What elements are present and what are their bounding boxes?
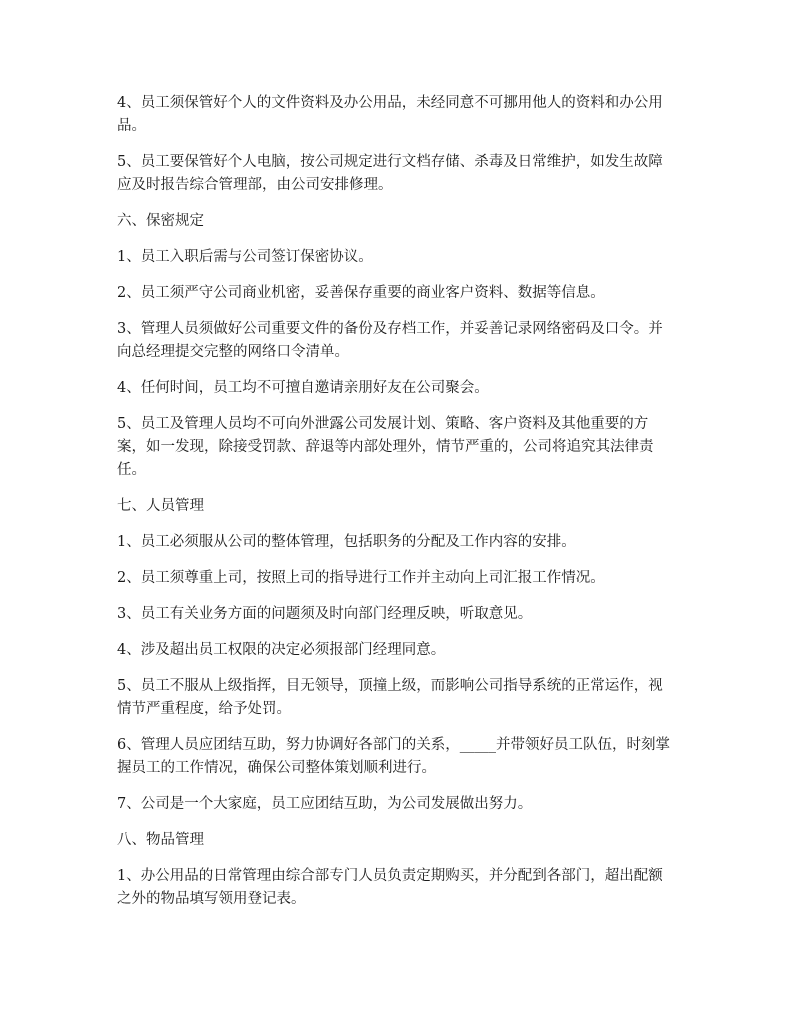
- paragraph: 1、办公用品的日常管理由综合部专门人员负责定期购买，并分配到各部门，超出配额之外的物品填写领用登记表。: [117, 868, 663, 907]
- paragraph: 4、任何时间，员工均不可擅自邀请亲朋好友在公司聚会。: [117, 380, 489, 396]
- section-heading: 八、物品管理: [117, 832, 204, 848]
- paragraph: 3、管理人员须做好公司重要文件的备份及存档工作，并妥善记录网络密码及口令。并向总经理提交完整的网络口令清单。: [117, 321, 663, 360]
- section-heading: 七、人员管理: [117, 498, 204, 514]
- paragraph: 1、员工必须服从公司的整体管理，包括职务的分配及工作内容的安排。: [117, 534, 576, 550]
- paragraph: 2、员工须尊重上司，按照上司的指导进行工作并主动向上司汇报工作情况。: [117, 570, 605, 586]
- paragraph: 2、员工须严守公司商业机密，妥善保存重要的商业客户资料、数据等信息。: [117, 285, 605, 301]
- section-heading: 六、保密规定: [117, 213, 204, 229]
- paragraph: 5、员工及管理人员均不可向外泄露公司发展计划、策略、客户资料及其他重要的方案，如一发现，除接受罚款、辞退等内部处理外，情节严重的，公司将追究其法律责任。: [117, 416, 654, 478]
- paragraph: 5、员工要保管好个人电脑，按公司规定进行文档存储、杀毒及日常维护，如发生故障应及时报告综合管理部，由公司安排修理。: [117, 154, 663, 193]
- paragraph: 1、员工入职后需与公司签订保密协议。: [117, 249, 373, 265]
- paragraph: 6、管理人员应团结互助，努力协调好各部门的关系，_____并带领好员工队伍，时刻掌握员工的工作情况，确保公司整体策划顺利进行。: [117, 737, 670, 776]
- paragraph: 4、员工须保管好个人的文件资料及办公用品，未经同意不可挪用他人的资料和办公用品。: [117, 95, 663, 134]
- paragraph: 7、公司是一个大家庭，员工应团结互助，为公司发展做出努力。: [117, 796, 533, 812]
- paragraph: 5、员工不服从上级指挥，目无领导，顶撞上级，而影响公司指导系统的正常运作，视情节严重程度，给予处罚。: [117, 678, 663, 717]
- paragraph: 4、涉及超出员工权限的决定必须报部门经理同意。: [117, 642, 446, 658]
- document-body: [117, 92, 677, 924]
- paragraph: 3、员工有关业务方面的问题须及时向部门经理反映，听取意见。: [117, 606, 533, 622]
